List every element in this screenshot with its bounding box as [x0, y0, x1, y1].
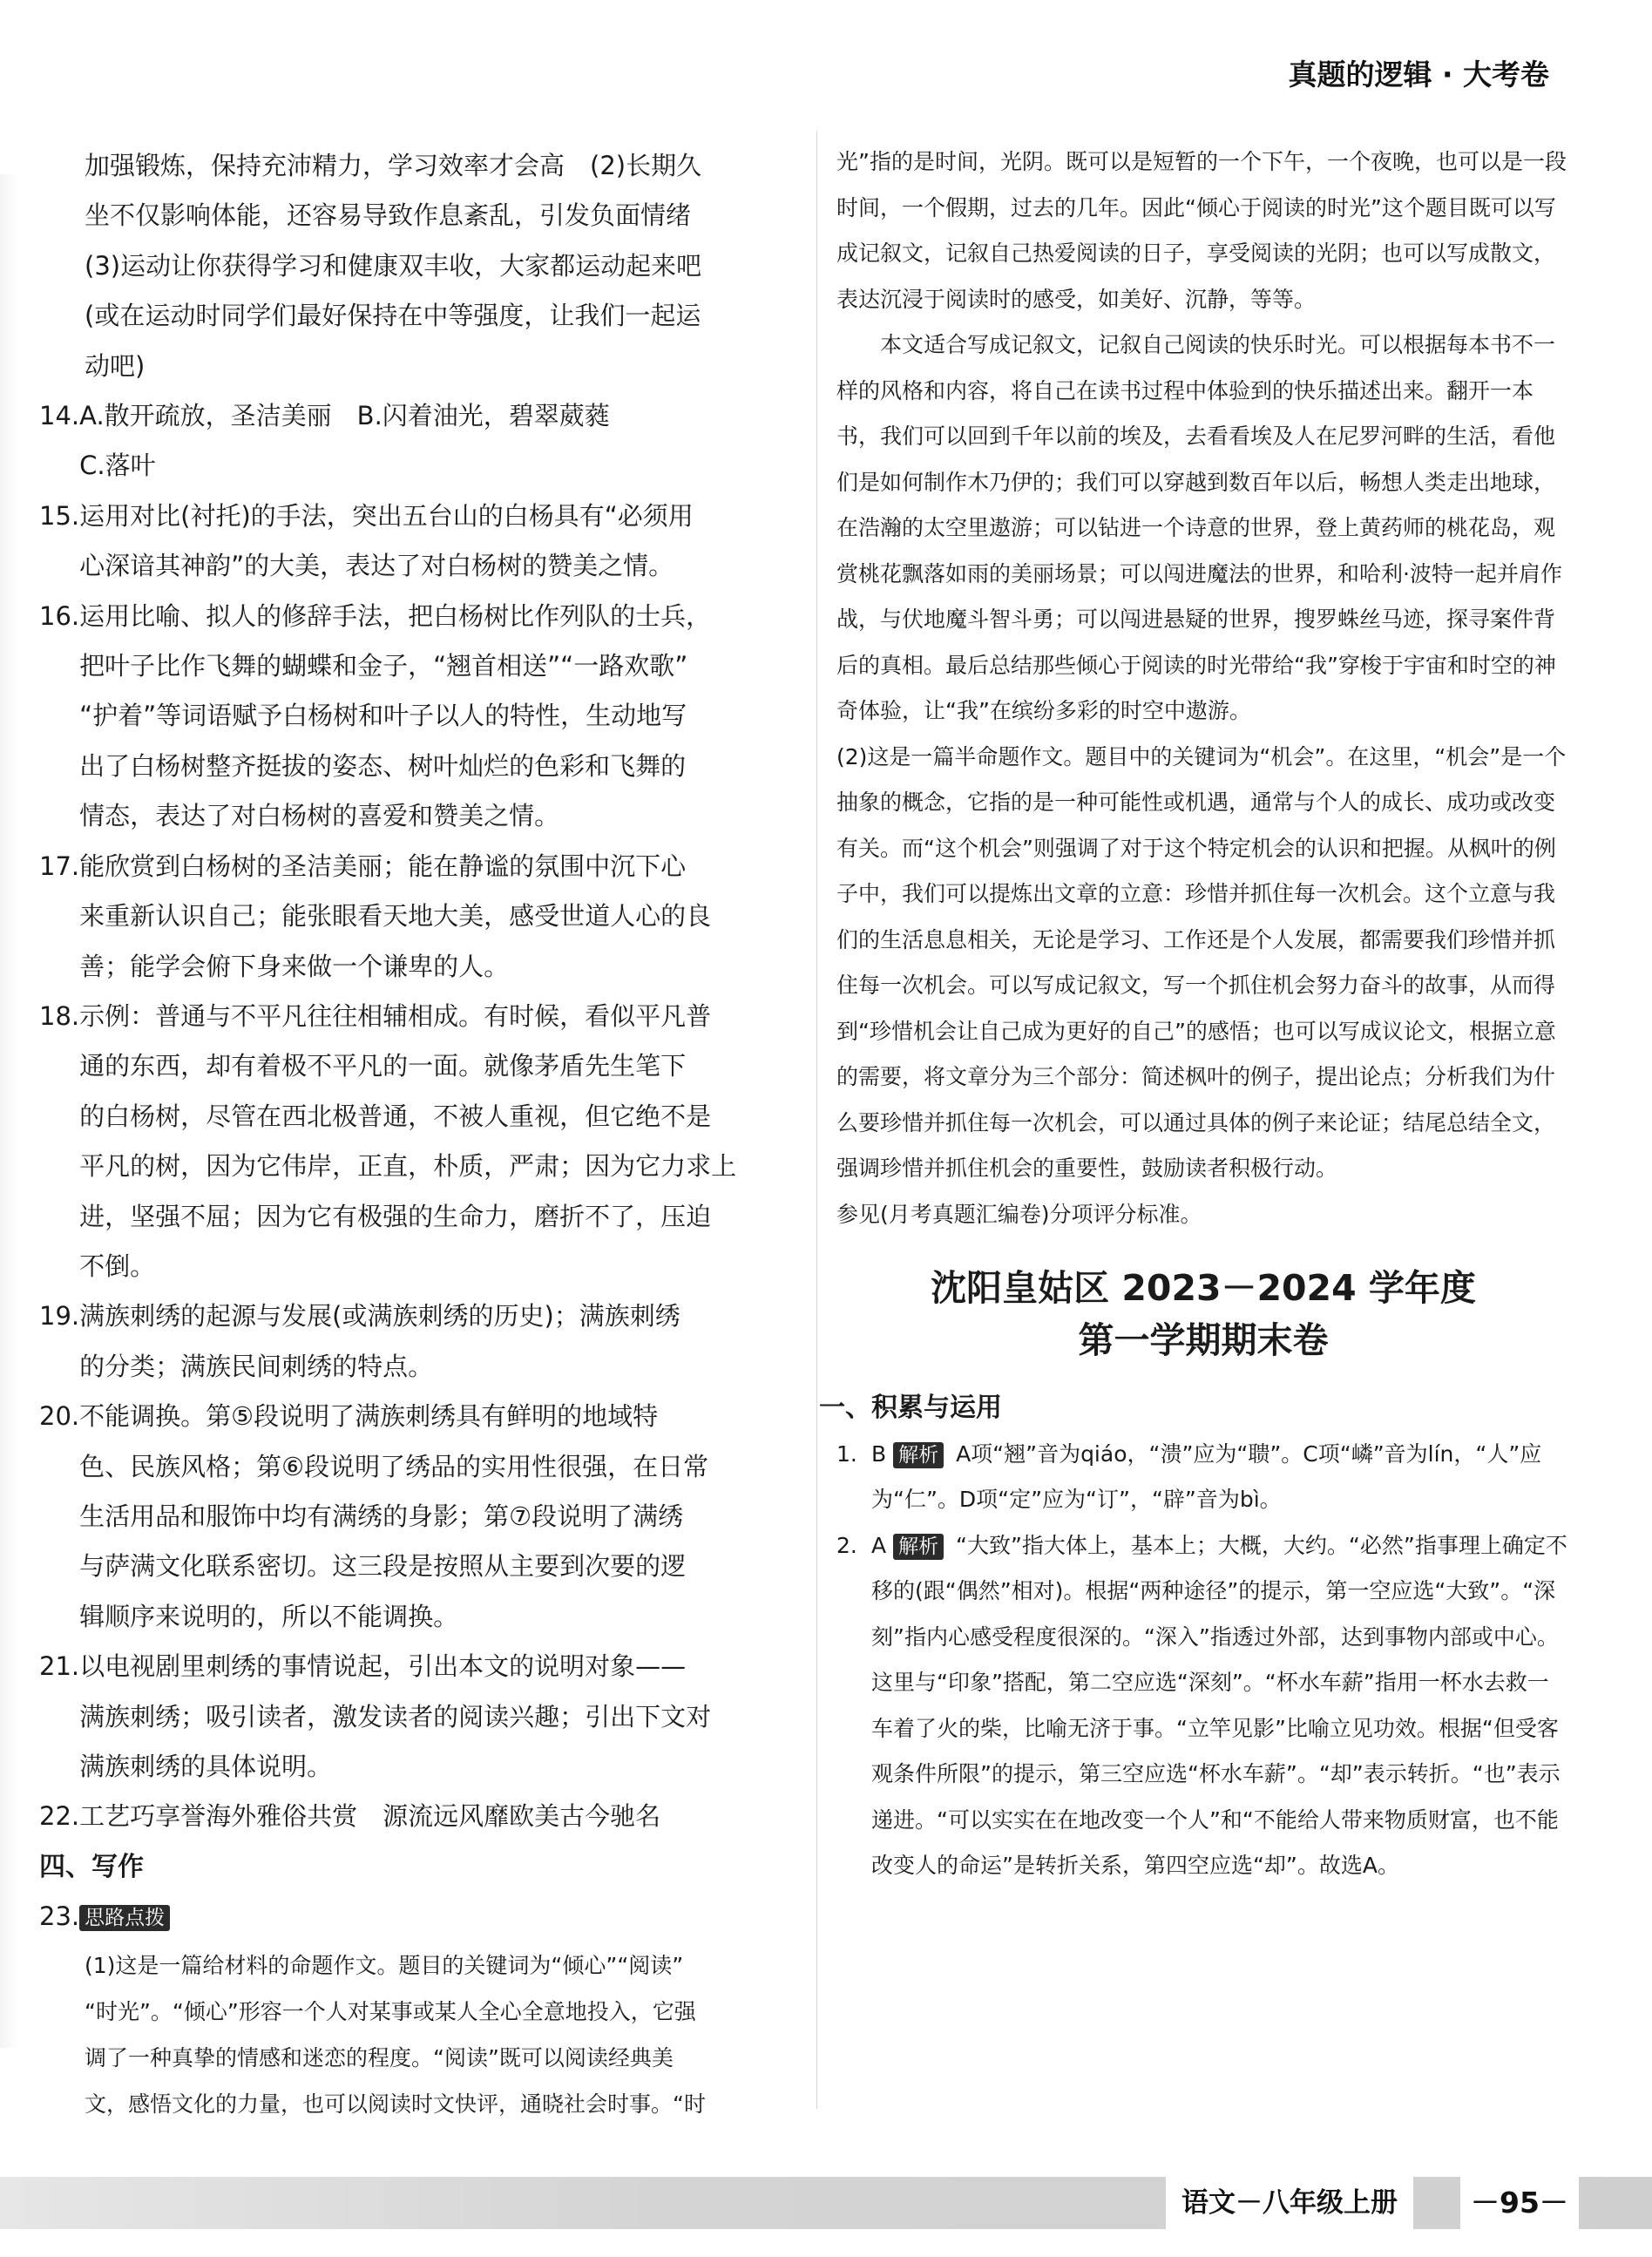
text-line: 满族刺绣；吸引读者，激发读者的阅读兴趣；引出下文对 — [79, 1701, 712, 1732]
answer-23 — [39, 1892, 789, 1942]
hint-tag: 思路点拨 — [79, 1905, 170, 1931]
paragraph: 参见(月考真题汇编卷)分项评分标准。 — [836, 1201, 1202, 1227]
text-line: 善；能学会俯下身来做一个谦卑的人。 — [79, 951, 510, 981]
answer-20 — [39, 1392, 789, 1642]
right-column — [819, 139, 1570, 1889]
answer-21 — [39, 1642, 789, 1792]
text-line: 出了白杨树整齐挺拔的姿态、树叶灿烂的色彩和飞舞的 — [79, 750, 687, 781]
text-line: “时光”。“倾心”形容一个人对某事或某人全心全意地投入，它强 — [85, 1998, 696, 2024]
text-line: 调了一种真挚的情感和迷恋的程度。“阅读”既可以阅读经典美 — [85, 2044, 674, 2071]
text-line: 情态，表达了对白杨树的喜爱和赞美之情。 — [79, 801, 560, 831]
footer-subject: 语文－八年级上册 — [1166, 2177, 1413, 2229]
paragraph: 本文适合写成记叙文，记叙自己阅读的快乐时光。可以根据每本书不一样的风格和内容，将自己在读书过程中体验到的快乐描述出来。翻开一本书，我们可以回到千年以前的埃及，去看看埃及人在尼罗河畔的生活，看他们是如何制作木乃伊的；我们可以穿越到数百年以后，畅想人类走出地球，在浩瀚的太空里遨游；可以钻进一个诗意的世界，登上黄药师的桃花岛，观赏桃花飘落如雨的美丽场景；可以闯进魔法的世界，和哈利·波特一起并肩作战，与伏地魔斗智斗勇；可以闯进悬疑的世界，搜罗蛛丝马迹，探寻案件背后的真相。最后总结那些倾心于阅读的时光带给“我”穿梭于宇宙和时空的神奇体验，让“我”在缤纷多彩的时空中遨游。 — [836, 332, 1562, 723]
top-continuation — [39, 141, 789, 391]
answer-15 — [39, 491, 789, 592]
item-number: 19. — [39, 1301, 80, 1332]
answer-letter: B — [871, 1440, 887, 1467]
analysis-tag: 解析 — [893, 1534, 944, 1560]
answer-19 — [39, 1291, 789, 1392]
text-line: 不能调换。第⑤段说明了满族刺绣具有鲜明的地域特 — [79, 1401, 659, 1432]
answer-letter: A — [871, 1532, 887, 1558]
text-line: (3)运动让你获得学习和健康双丰收，大家都运动起来吧 — [85, 250, 702, 281]
running-header: 真题的逻辑 · 大考卷 — [1288, 58, 1549, 92]
text-line: A.散开疏放，圣洁美丽 B.闪着油光，碧翠葳蕤 — [79, 401, 610, 431]
answer-14 — [39, 391, 789, 491]
column-divider — [816, 131, 817, 2109]
section-heading-accumulation: 一、积累与运用 — [819, 1393, 1002, 1423]
item-number: 14. — [39, 401, 80, 431]
text-line: 以电视剧里刺绣的事情说起，引出本文的说明对象—— — [79, 1651, 687, 1682]
text-line: “护着”等词语赋予白杨树和叶子以人的特性，生动地写 — [79, 701, 687, 731]
item-number: 17. — [39, 851, 80, 881]
text-line: 不倒。 — [79, 1250, 156, 1281]
item-number: 21. — [39, 1651, 80, 1682]
text-line: 动吧) — [85, 350, 146, 381]
text-line: 进，坚强不屈；因为它有极强的生命力，磨折不了，压迫 — [79, 1201, 712, 1231]
analysis-text: “大致”指大体上，基本上；大概，大约。“必然”指事理上确定不移的(跟“偶然”相对)。根据“两种途径”的提示，第一空应选“大致”。“深刻”指内心感受程度很深的。“深入”指透过外部，达到事物内部或中心。这里与“印象”搭配，第二空应选“深刻”。“杯水车薪”指用一杯水去救一车着了火的柴，比喻无济于事。“立竿见影”比喻立见功效。根据“但受客观条件所限”的提示，第三空应选“杯水车薪”。“却”表示转折。“也”表示递进。“可以实实在在地改变一个人”和“不能给人带来物质财富，也不能改变人的命运”是转折关系，第四空应选“却”。故选A。 — [871, 1532, 1567, 1878]
analysis-text: A项“翘”音为qiáo，“溃”应为“聩”。C项“嶙”音为lín，“人”应为“仁”。D项“定”应为“订”，“辟”音为bì。 — [871, 1440, 1542, 1512]
text-line: 示例：普通与不平凡往往相辅相成。有时候，看似平凡普 — [79, 1000, 712, 1031]
answer-17 — [39, 842, 789, 992]
text-line: (或在运动时同学们最好保持在中等强度，让我们一起运 — [85, 301, 701, 331]
item-number: 1. — [836, 1440, 857, 1467]
item-number: 20. — [39, 1401, 80, 1432]
binding-edge — [0, 174, 19, 2048]
answer-q2 — [836, 1523, 1570, 1889]
text-line: 来重新认识自己；能张眼看天地大美，感受世道人心的良 — [79, 901, 712, 932]
item-number: 16. — [39, 600, 80, 631]
text-line: 运用对比(衬托)的手法，突出五台山的白杨具有“必须用 — [79, 500, 694, 531]
text-line: 的白杨树，尽管在西北极普通，不被人重视，但它绝不是 — [79, 1101, 712, 1131]
text-line: 能欣赏到白杨树的圣洁美丽；能在静谧的氛围中沉下心 — [79, 851, 687, 881]
answer-23-text — [39, 1942, 789, 2127]
item-number: 18. — [39, 1000, 80, 1031]
item-number: 23. — [39, 1901, 80, 1932]
text-line: 与萨满文化联系密切。这三段是按照从主要到次要的逻 — [79, 1551, 687, 1582]
text-line: (1)这是一篇给材料的命题作文。题目的关键词为“倾心”“阅读” — [85, 1952, 684, 1978]
answer-18 — [39, 992, 789, 1291]
answer-16 — [39, 592, 789, 842]
item-number: 2. — [836, 1532, 857, 1558]
exam-title-line: 第一学期期末卷 — [1078, 1319, 1329, 1361]
exam-title-line: 沈阳皇姑区 2023－2024 学年度 — [931, 1267, 1476, 1309]
text-line: 把叶子比作飞舞的蝴蝶和金子，“翘首相送”“一路欢歌” — [79, 651, 688, 681]
paragraph: (2)这是一篇半命题作文。题目中的关键词为“机会”。在这里，“机会”是一个抽象的概念，它指的是一种可能性或机遇，通常与个人的成长、成功或改变有关。而“这个机会”则强调了对于这个特定机会的认识和把握。从枫叶的例子中，我们可以提炼出文章的立意：珍惜并抓住每一次机会。这个立意与我们的生活息息相关，无论是学习、工作还是个人发展，都需要我们珍惜并抓住每一次机会。可以写成记叙文，写一个抓住机会努力奋斗的故事，从而得到“珍惜机会让自己成为更好的自己”的感悟；也可以写成议论文，根据立意的需要，将文章分为三个部分：简述枫叶的例子，提出论点；分析我们为什么要珍惜并抓住每一次机会，可以通过具体的例子来论证；结尾总结全文，强调珍惜并抓住机会的重要性，鼓励读者积极行动。 — [836, 743, 1567, 1181]
text-line: 心深谙其神韵”的大美，表达了对白杨树的赞美之情。 — [79, 551, 674, 581]
text-line: 满族刺绣的起源与发展(或满族刺绣的历史)；满族刺绣 — [79, 1301, 680, 1332]
paragraph: 光”指的是时间，光阴。既可以是短暂的一个下午，一个夜晚，也可以是一段时间，一个假期，过去的几年。因此“倾心于阅读的时光”这个题目既可以写成记叙文，记叙自己热爱阅读的日子，享受阅读的光阴；也可以写成散文，表达沉浸于阅读时的感受，如美好、沉静，等等。 — [836, 149, 1567, 312]
text-line: 工艺巧享誉海外雅俗共赏 源流远风靡欧美古今驰名 — [79, 1801, 661, 1832]
section-heading-writing: 四、写作 — [39, 1851, 144, 1882]
exam-title — [836, 1262, 1570, 1366]
text-line: 平凡的树，因为它伟岸，正直，朴质，严肃；因为它力求上 — [79, 1151, 737, 1182]
answer-22 — [39, 1792, 789, 1841]
left-column — [39, 141, 789, 2127]
text-line: C.落叶 — [79, 451, 156, 481]
text-line: 色、民族风格；第⑥段说明了绣品的实用性很强，在日常 — [79, 1451, 709, 1481]
text-line: 坐不仅影响体能，还容易导致作息紊乱，引发负面情绪 — [85, 200, 692, 231]
text-line: 运用比喻、拟人的修辞手法，把白杨树比作列队的士兵， — [79, 600, 712, 631]
item-number: 15. — [39, 500, 80, 531]
text-line: 加强锻炼，保持充沛精力，学习效率才会高 (2)长期久 — [85, 151, 702, 180]
text-line: 通的东西，却有着极不平凡的一面。就像茅盾先生笔下 — [79, 1051, 687, 1081]
text-line: 生活用品和服饰中均有满绣的身影；第⑦段说明了满绣 — [79, 1501, 684, 1531]
analysis-tag: 解析 — [893, 1442, 944, 1468]
answer-q1 — [836, 1432, 1570, 1523]
item-number: 22. — [39, 1801, 80, 1832]
page-number: －95－ — [1460, 2177, 1579, 2229]
text-line: 文，感悟文化的力量，也可以阅读时文快评，通晓社会时事。“时 — [85, 2091, 706, 2117]
text-line: 的分类；满族民间刺绣的特点。 — [79, 1351, 434, 1381]
text-line: 辑顺序来说明的，所以不能调换。 — [79, 1601, 459, 1631]
text-line: 满族刺绣的具体说明。 — [79, 1752, 333, 1781]
